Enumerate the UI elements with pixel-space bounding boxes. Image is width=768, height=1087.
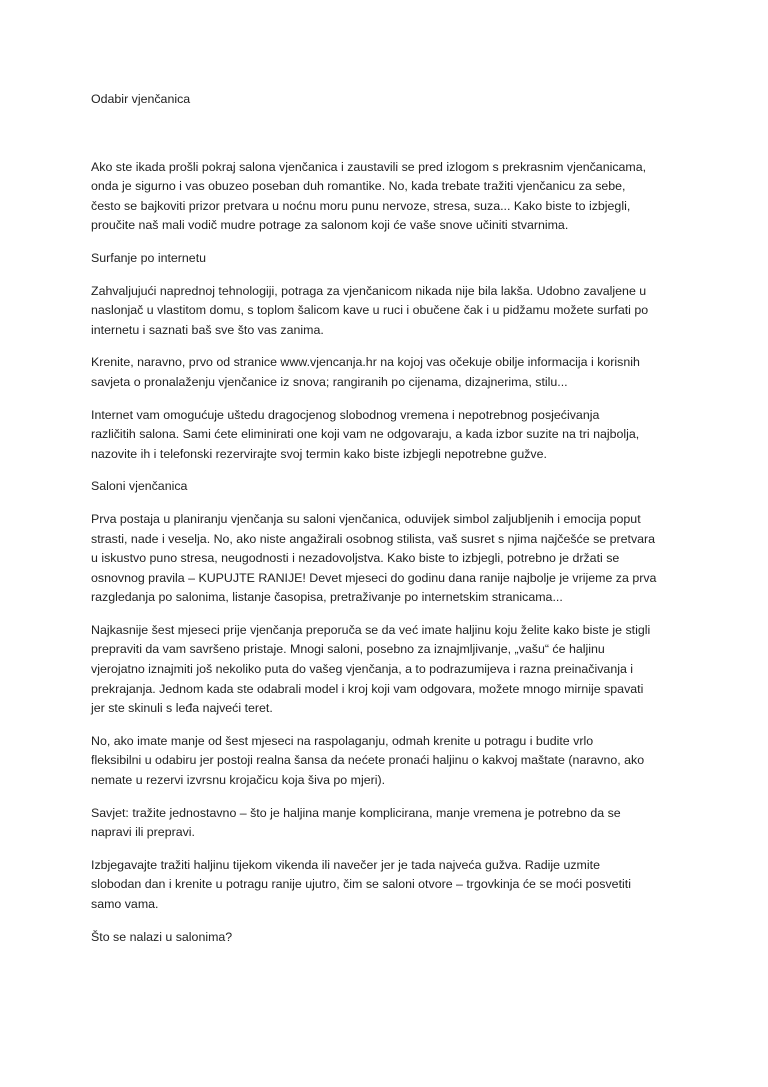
- text-line: savjeta o pronalaženju vjenčanice iz snova; rangiranih po cijenama, dizajnerima, stilu...: [91, 374, 568, 389]
- text-line: naslonjač u vlastitom domu, s toplom šalicom kave u ruci i obučene čak i u pidžamu možete surfati po: [91, 303, 649, 318]
- text-line: jer ste skinuli s leđa najveći teret.: [91, 701, 273, 716]
- text-line: u iskustvo puno stresa, neugodnosti i nezadovoljstva. Kako biste to izbjegli, potrebno je držati se: [91, 551, 620, 566]
- text-line: Internet vam omogućuje uštedu dragocjenog slobodnog vremena i nepotrebnog posjećivanja: [91, 407, 600, 422]
- text-line: vjerojatno iznajmiti još nekoliko puta do vašeg vjenčanja, a to podrazumijeva i razna preinačivanja i: [91, 662, 634, 677]
- text-line: proučite naš mali vodič mudre potrage za salonom koji će vaše snove učiniti stvarnima.: [91, 218, 569, 233]
- text-line: Najkasnije šest mjeseci prije vjenčanja preporuča se da već imate haljinu koju želite kako biste je stigli: [91, 622, 651, 637]
- text-line: osnovnog pravila – KUPUJTE RANIJE! Devet mjeseci do godinu dana ranije najbolje je vrijeme za prva: [91, 570, 657, 585]
- paragraph-salons-2: [91, 621, 691, 719]
- text-line: fleksibilni u odabiru jer postoji realna šansa da nećete pronaći haljinu o kakvoj maštate (naravno, ako: [91, 753, 645, 768]
- text-line: strasti, nade i veselja. No, ako niste angažirali osobnog stilista, vaš susret s njima najčešće se pretvara: [91, 531, 656, 546]
- text-line: prekrajanja. Jednom kada ste odabrali model i kroj koji vam odgovara, možete mnogo mirnije spavati: [91, 681, 644, 696]
- paragraph-salons-1: [91, 510, 691, 608]
- text-line: različitih salona. Sami ćete eliminirati one koji vam ne odgovaraju, a kada izbor suzite na tri najbolja,: [91, 427, 640, 442]
- text-line: razgledanja po salonima, listanje časopisa, pretraživanje po internetskim stranicama...: [91, 590, 563, 605]
- text-line: prepraviti da vam savršeno pristaje. Mnogi saloni, posebno za iznajmljivanje, „vašu“ će haljinu: [91, 642, 605, 657]
- text-line: samo vama.: [91, 897, 159, 911]
- section-heading-salons: Saloni vjenčanica: [91, 479, 188, 494]
- text-line: napravi ili prepravi.: [91, 825, 195, 840]
- document-title: Odabir vjenčanica: [91, 92, 191, 106]
- text-line: često se bajkoviti prizor pretvara u noćnu moru punu nervoze, stresa, suza... Kako biste to izbjegli,: [91, 198, 631, 213]
- text-line: Zahvaljujući naprednoj tehnologiji, potraga za vjenčanicom nikada nije bila lakša. Udobno zavaljene u: [91, 283, 647, 298]
- text-line: Prva postaja u planiranju vjenčanja su saloni vjenčanica, oduvijek simbol zaljubljenih i emocija poput: [91, 511, 641, 526]
- paragraph-tip: [91, 804, 691, 843]
- section-heading-internet: Surfanje po internetu: [91, 250, 207, 265]
- text-line: onda je sigurno i vas obuzeo poseban duh romantike. No, kada trebate tražiti vjenčanicu za sebe,: [91, 179, 626, 194]
- paragraph-salons-3: [91, 732, 691, 791]
- text-line: No, ako imate manje od šest mjeseci na raspolaganju, odmah krenite u potragu i budite vrlo: [91, 733, 594, 748]
- section-heading-whats-in-salons: Što se nalazi u salonima?: [91, 929, 233, 944]
- paragraph-internet-2: [91, 353, 691, 392]
- text-line: internetu i saznati baš sve što vas zanima.: [91, 322, 324, 337]
- text-line: nazovite ih i telefonski rezervirajte svoj termin kako biste izbjegli nepotrebne gužve.: [91, 446, 547, 461]
- paragraph-weekend: [91, 856, 691, 915]
- document-body: [91, 90, 691, 960]
- paragraph-intro: [91, 158, 691, 236]
- paragraph-internet-1: [91, 282, 691, 341]
- text-line: nemate u rezervi izvrsnu krojačicu koja šiva po mjeri).: [91, 773, 386, 788]
- text-line: slobodan dan i krenite u potragu ranije ujutro, čim se saloni otvore – trgovkinja će se moći posvetiti: [91, 877, 631, 892]
- text-line: Krenite, naravno, prvo od stranice www.vjencanja.hr na kojoj vas očekuje obilje informacija i korisnih: [91, 355, 640, 370]
- text-line: Ako ste ikada prošli pokraj salona vjenčanica i zaustavili se pred izlogom s prekrasnim vjenčanicama,: [91, 159, 647, 174]
- paragraph-internet-3: [91, 406, 691, 465]
- text-line: Savjet: tražite jednostavno – što je haljina manje komplicirana, manje vremena je potrebno da se: [91, 805, 621, 820]
- text-line: Izbjegavajte tražiti haljinu tijekom vikenda ili navečer jer je tada najveća gužva. Radije uzmite: [91, 857, 600, 872]
